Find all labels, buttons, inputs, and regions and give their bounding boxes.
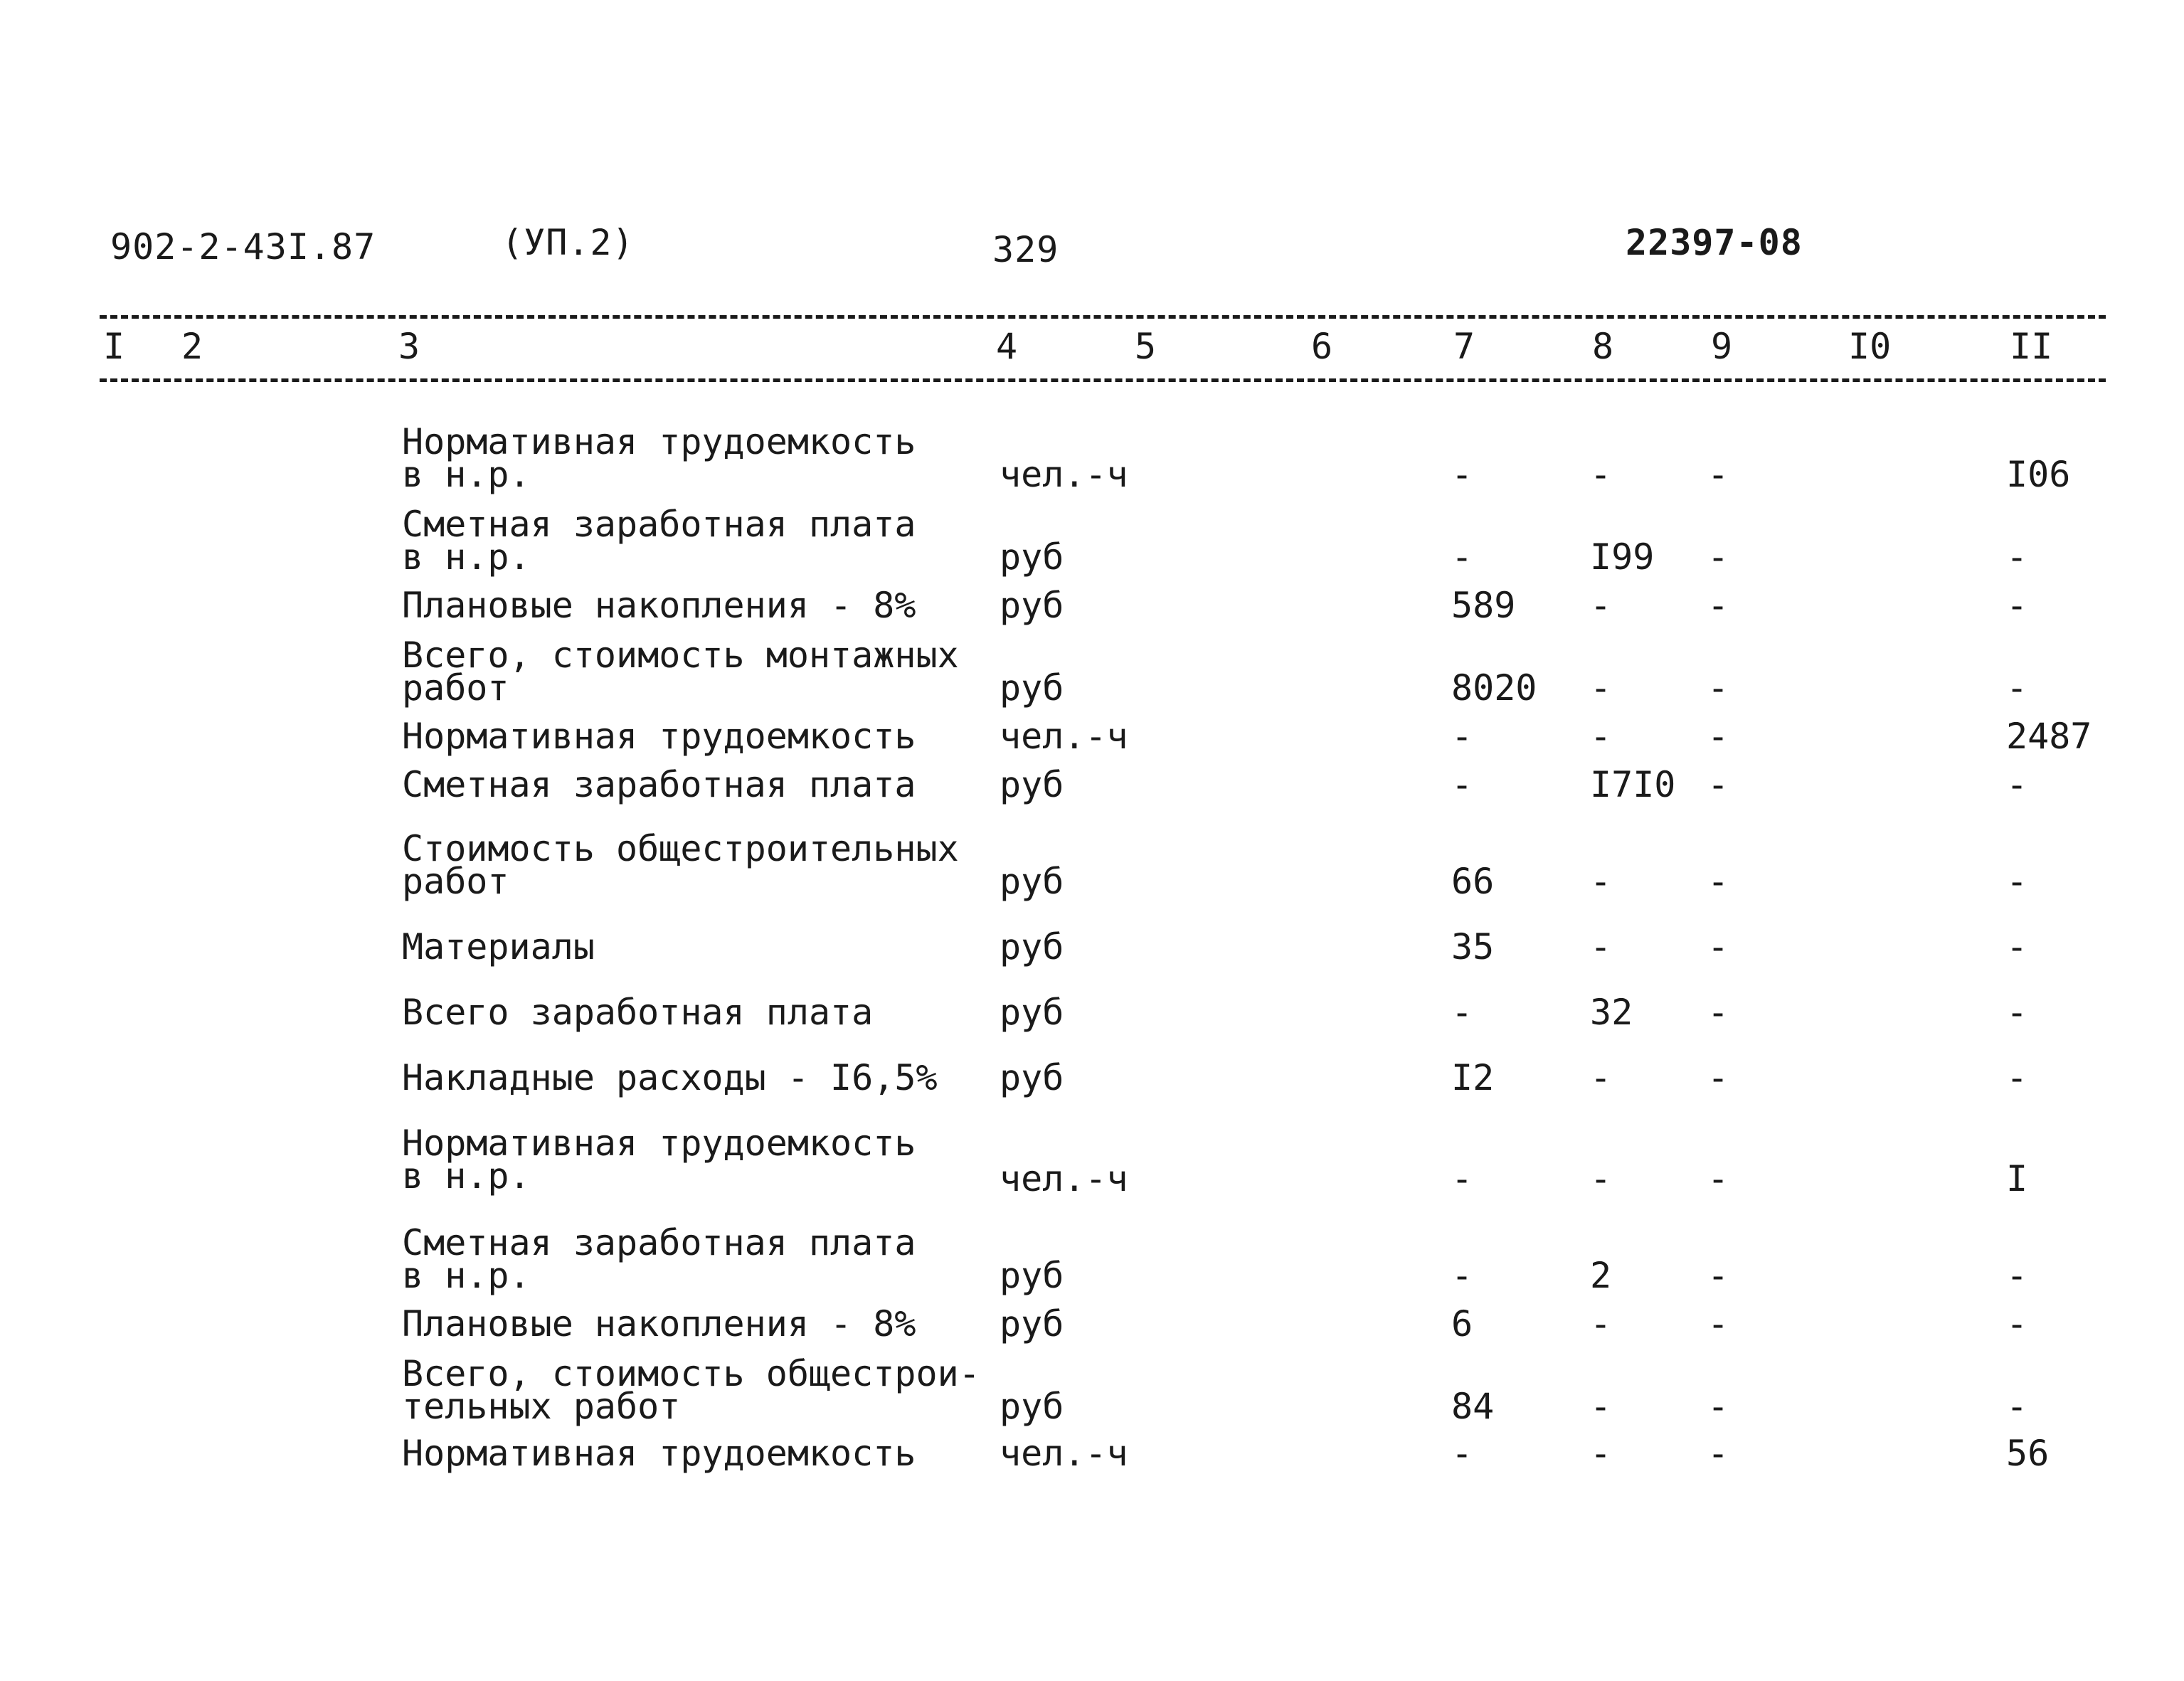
description-line: работ — [402, 861, 509, 902]
col8-cell: - — [1590, 1158, 1612, 1199]
doc-number: 902-2-43I.87 — [110, 226, 376, 267]
col9-cell: - — [1707, 1433, 1729, 1474]
col9-cell: - — [1707, 536, 1729, 578]
col7-cell: I2 — [1451, 1057, 1495, 1098]
unit-cell: руб — [1000, 1386, 1064, 1427]
unit-cell: руб — [1000, 764, 1064, 805]
description-line: в н.р. — [402, 536, 531, 578]
description-line: Нормативная трудоемкость — [402, 716, 916, 757]
column-number: 2 — [181, 326, 203, 367]
row-description — [402, 1222, 916, 1296]
description-line: Всего, стоимость общестрои- — [402, 1353, 980, 1394]
row-description — [402, 764, 916, 805]
col9-cell: - — [1707, 667, 1729, 709]
column-number: 8 — [1592, 326, 1614, 367]
col7-cell: - — [1451, 1433, 1473, 1474]
column-number: 4 — [996, 326, 1018, 367]
unit-cell: руб — [1000, 926, 1064, 967]
row-description — [402, 1123, 916, 1197]
album-code: (УП.2) — [502, 222, 635, 263]
column-number: I — [103, 326, 125, 367]
row-description — [402, 828, 959, 902]
col7-cell: - — [1451, 716, 1473, 757]
col8-cell: 32 — [1590, 992, 1633, 1033]
col7-cell: - — [1451, 1255, 1473, 1296]
col8-cell: - — [1590, 585, 1612, 626]
column-number: II — [2010, 326, 2053, 367]
column-number: I0 — [1848, 326, 1892, 367]
col8-cell: - — [1590, 454, 1612, 495]
column-number: 3 — [398, 326, 420, 367]
col7-cell: 66 — [1451, 861, 1495, 902]
row-description — [402, 1057, 938, 1098]
description-line: Накладные расходы - I6,5% — [402, 1057, 938, 1098]
unit-cell: чел.-ч — [1000, 1158, 1128, 1199]
col11-cell: - — [2006, 1386, 2028, 1427]
col11-cell: 56 — [2006, 1433, 2050, 1474]
description-line: Плановые накопления - 8% — [402, 1303, 916, 1345]
row-description — [402, 585, 916, 626]
col8-cell: - — [1590, 1057, 1612, 1098]
description-line: Нормативная трудоемкость — [402, 1433, 916, 1474]
column-number: 9 — [1711, 326, 1733, 367]
row-description — [402, 504, 916, 578]
unit-cell: чел.-ч — [1000, 454, 1128, 495]
col11-cell: - — [2006, 536, 2028, 578]
col8-cell: - — [1590, 667, 1612, 709]
column-number: 5 — [1135, 326, 1157, 367]
unit-cell: руб — [1000, 861, 1064, 902]
row-description — [402, 1303, 916, 1345]
col7-cell: 35 — [1451, 926, 1495, 967]
col9-cell: - — [1707, 1255, 1729, 1296]
col11-cell: - — [2006, 1255, 2028, 1296]
col7-cell: - — [1451, 536, 1473, 578]
col11-cell: - — [2006, 1057, 2028, 1098]
row-description — [402, 1433, 916, 1474]
col11-cell: - — [2006, 992, 2028, 1033]
col7-cell: 6 — [1451, 1303, 1473, 1345]
description-line: работ — [402, 667, 509, 709]
col11-cell: I06 — [2006, 454, 2071, 495]
col9-cell: - — [1707, 926, 1729, 967]
unit-cell: чел.-ч — [1000, 1433, 1128, 1474]
col7-cell: - — [1451, 1158, 1473, 1199]
col11-cell: I — [2006, 1158, 2028, 1199]
col8-cell: - — [1590, 1303, 1612, 1345]
col9-cell: - — [1707, 1303, 1729, 1345]
col8-cell: - — [1590, 926, 1612, 967]
col7-cell: - — [1451, 764, 1473, 805]
unit-cell: руб — [1000, 585, 1064, 626]
row-description — [402, 992, 874, 1033]
col7-cell: 84 — [1451, 1386, 1495, 1427]
unit-cell: руб — [1000, 1255, 1064, 1296]
description-line: тельных работ — [402, 1386, 681, 1427]
col7-cell: 8020 — [1451, 667, 1537, 709]
description-line: в н.р. — [402, 1255, 531, 1296]
description-line: Сметная заработная плата — [402, 1222, 916, 1263]
row-description — [402, 1353, 980, 1427]
row-description — [402, 635, 959, 709]
unit-cell: руб — [1000, 536, 1064, 578]
unit-cell: чел.-ч — [1000, 716, 1128, 757]
col8-cell: 2 — [1590, 1255, 1612, 1296]
description-line: в н.р. — [402, 1155, 531, 1197]
description-line: Сметная заработная плата — [402, 764, 916, 805]
unit-cell: руб — [1000, 667, 1064, 709]
description-line: Нормативная трудоемкость — [402, 421, 916, 462]
col9-cell: - — [1707, 585, 1729, 626]
col9-cell: - — [1707, 454, 1729, 495]
col8-cell: - — [1590, 1386, 1612, 1427]
col9-cell: - — [1707, 1386, 1729, 1427]
row-description — [402, 716, 916, 757]
description-line: Всего заработная плата — [402, 992, 874, 1033]
col11-cell: - — [2006, 585, 2028, 626]
col9-cell: - — [1707, 861, 1729, 902]
col9-cell: - — [1707, 764, 1729, 805]
description-line: Стоимость общестроительных — [402, 828, 959, 869]
header-rule — [100, 378, 2106, 382]
description-line: Плановые накопления - 8% — [402, 585, 916, 626]
col7-cell: - — [1451, 454, 1473, 495]
col9-cell: - — [1707, 1057, 1729, 1098]
col9-cell: - — [1707, 716, 1729, 757]
description-line: Нормативная трудоемкость — [402, 1123, 916, 1164]
col11-cell: - — [2006, 926, 2028, 967]
col9-cell: - — [1707, 992, 1729, 1033]
col11-cell: - — [2006, 667, 2028, 709]
col8-cell: - — [1590, 1433, 1612, 1474]
description-line: Всего, стоимость монтажных — [402, 635, 959, 676]
column-number: 7 — [1453, 326, 1475, 367]
row-description — [402, 926, 595, 967]
description-line: в н.р. — [402, 454, 531, 495]
unit-cell: руб — [1000, 1303, 1064, 1345]
col8-cell: I99 — [1590, 536, 1655, 578]
col11-cell: - — [2006, 764, 2028, 805]
row-description — [402, 421, 916, 495]
page-number: 329 — [992, 229, 1059, 270]
document-code: 22397-08 — [1626, 222, 1803, 263]
col8-cell: I7I0 — [1590, 764, 1676, 805]
col11-cell: - — [2006, 861, 2028, 902]
unit-cell: руб — [1000, 1057, 1064, 1098]
col11-cell: 2487 — [2006, 716, 2092, 757]
unit-cell: руб — [1000, 992, 1064, 1033]
description-line: Материалы — [402, 926, 595, 967]
column-number: 6 — [1311, 326, 1333, 367]
col9-cell: - — [1707, 1158, 1729, 1199]
col11-cell: - — [2006, 1303, 2028, 1345]
col7-cell: - — [1451, 992, 1473, 1033]
description-line: Сметная заработная плата — [402, 504, 916, 545]
col8-cell: - — [1590, 861, 1612, 902]
top-rule — [100, 315, 2106, 319]
col8-cell: - — [1590, 716, 1612, 757]
col7-cell: 589 — [1451, 585, 1516, 626]
